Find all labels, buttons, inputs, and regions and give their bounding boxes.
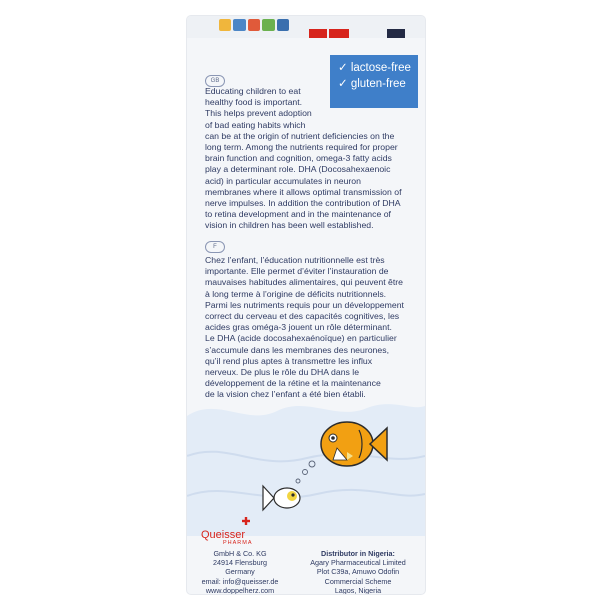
english-text-line: of bad eating habits which xyxy=(205,119,306,130)
text-english xyxy=(205,86,423,232)
distributor-line: Lagos, Nigeria xyxy=(334,585,382,594)
brand-sub: PHARMA xyxy=(223,540,253,546)
french-text-line: qu’il rend plus aptes à transmettre les influx xyxy=(205,355,373,366)
manufacturer-line: GmbH & Co. KG xyxy=(213,549,267,558)
brand-name: Queisser xyxy=(201,529,246,541)
distributor-address xyxy=(299,549,417,594)
distributor-line: Commercial Scheme xyxy=(324,576,392,586)
french-text-line: à long terme à l’origine de déficits nutritionnels. xyxy=(205,288,387,299)
french-text-line: Parmi les nutriments requis pour un développement xyxy=(205,299,404,310)
french-text-line: de la vision chez l’enfant a été bien établi. xyxy=(205,389,366,400)
text-english-body xyxy=(205,131,423,232)
top-flap-artwork xyxy=(219,19,289,31)
english-text-line: healthy food is important. xyxy=(205,97,303,108)
french-text-line: importante. Elle permet d’éviter l’instauration de xyxy=(205,266,389,277)
english-text-line: long term. Among the nutrients required for proper xyxy=(205,142,398,153)
distributor-line: Agary Pharmaceutical Limited xyxy=(310,558,406,568)
top-red-band xyxy=(309,29,327,38)
french-text-line: correct du cerveau et des capacités cognitives, les xyxy=(205,311,400,322)
english-text-line: membranes where it allows optimal transmission of xyxy=(205,186,402,197)
manufacturer-line: Germany xyxy=(225,567,255,577)
fish-illustration xyxy=(187,386,425,536)
english-text-line: to retina development and in the maintenance of xyxy=(205,209,391,220)
english-text-line: nerve impulses. In addition the contribution of DHA xyxy=(205,198,401,209)
distributor-lines xyxy=(299,558,417,594)
top-red-band-2 xyxy=(329,29,349,38)
english-text-line: Educating children to eat xyxy=(205,86,301,96)
english-text-line: can be at the origin of nutrient deficiencies on the xyxy=(205,130,395,141)
lang-pill-gb: GB xyxy=(205,75,225,87)
french-text-line: s’accumule dans les membranes des neurones, xyxy=(205,344,389,355)
english-text-line: This helps prevent adoption xyxy=(205,108,312,119)
text-english-intro xyxy=(205,86,323,131)
french-text-line: Chez l’enfant, l’éducation nutritionnelle est très xyxy=(205,255,385,265)
text-french xyxy=(205,255,423,401)
english-text-line: vision in children has been well established. xyxy=(205,220,374,231)
badge-lactose-free: ✓ lactose-free xyxy=(338,62,411,74)
manufacturer-line: 24914 Flensburg xyxy=(213,558,267,568)
distributor-line: Plot C39a, Amuwo Odofin xyxy=(316,567,400,577)
manufacturer-line: www.doppelherz.com xyxy=(205,585,275,594)
badge-gluten-free: ✓ gluten-free xyxy=(338,78,406,90)
french-text-line: développement de la rétine et la maintenance xyxy=(205,378,381,389)
french-text-line: nerveux. De plus le rôle du DHA dans le xyxy=(205,367,360,378)
product-box xyxy=(187,16,425,594)
manufacturer-line: email: info@queisser.de xyxy=(201,576,279,586)
distributor-heading: Distributor in Nigeria: xyxy=(321,549,395,558)
manufacturer-address xyxy=(195,549,285,594)
top-dark-chip xyxy=(387,29,405,38)
english-text-line: acid) in particular accumulates in neuron xyxy=(205,175,361,186)
french-text-line: mauvaises habitudes alimentaires, qui peuvent être xyxy=(205,277,403,288)
french-text-line: Le DHA (acide docosahexaénoïque) en particulier xyxy=(205,333,397,344)
french-text-line: acides gras oméga-3 jouent un rôle déterminant. xyxy=(205,322,392,333)
lang-pill-fr: F xyxy=(205,241,225,253)
english-text-line: brain function and cognition, omega-3 fatty acids xyxy=(205,153,392,164)
english-text-line: play a determinant role. DHA (Docosahexaenoic xyxy=(205,164,391,175)
